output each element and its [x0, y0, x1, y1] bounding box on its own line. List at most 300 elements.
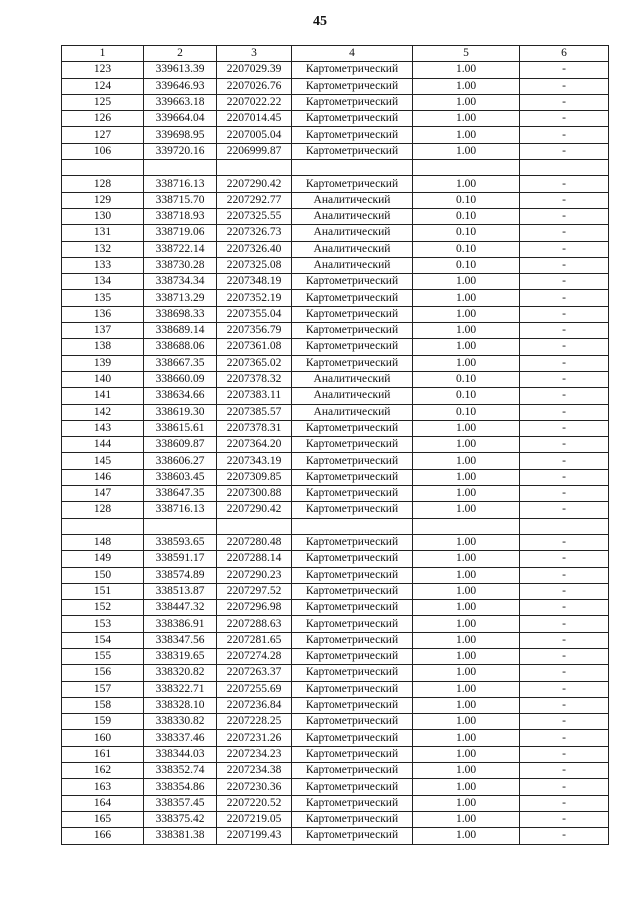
table-cell: 339613.39: [144, 62, 217, 78]
table-cell: Картометрический: [292, 62, 413, 78]
table-row: [62, 225, 609, 241]
table-cell: Картометрический: [292, 534, 413, 550]
table-row: [62, 437, 609, 453]
table-cell: 106: [62, 143, 144, 159]
table-cell: 338609.87: [144, 437, 217, 453]
table-cell: 338667.35: [144, 355, 217, 371]
table-cell: 145: [62, 453, 144, 469]
table-cell: [217, 518, 292, 534]
table-cell: -: [520, 94, 609, 110]
table-cell: 338322.71: [144, 681, 217, 697]
table-cell: 1.00: [413, 111, 520, 127]
table-cell: 338354.86: [144, 779, 217, 795]
table-cell: 338619.30: [144, 404, 217, 420]
table-row: [62, 274, 609, 290]
table-cell: 2207228.25: [217, 714, 292, 730]
table-cell: Картометрический: [292, 795, 413, 811]
table-cell: 2207234.38: [217, 763, 292, 779]
table-cell: 2207378.32: [217, 371, 292, 387]
table-cell: Аналитический: [292, 371, 413, 387]
table-row: [62, 730, 609, 746]
header-cell: 6: [520, 46, 609, 62]
table-cell: 338357.45: [144, 795, 217, 811]
table-cell: -: [520, 583, 609, 599]
table-cell: 1.00: [413, 94, 520, 110]
table-cell: 338347.56: [144, 632, 217, 648]
table-cell: 2207300.88: [217, 486, 292, 502]
table-row: [62, 290, 609, 306]
table-row: [62, 257, 609, 273]
table-row: [62, 371, 609, 387]
table-cell: -: [520, 127, 609, 143]
table-cell: 338606.27: [144, 453, 217, 469]
table-cell: -: [520, 404, 609, 420]
table-cell: 2207288.63: [217, 616, 292, 632]
table-cell: 152: [62, 600, 144, 616]
table-cell: 2207220.52: [217, 795, 292, 811]
table-cell: Картометрический: [292, 616, 413, 632]
table-cell: 150: [62, 567, 144, 583]
table-cell: 159: [62, 714, 144, 730]
table-cell: 1.00: [413, 583, 520, 599]
table-cell: 143: [62, 420, 144, 436]
table-cell: -: [520, 241, 609, 257]
table-cell: Картометрический: [292, 567, 413, 583]
coordinates-table: [61, 45, 609, 845]
table-cell: 1.00: [413, 795, 520, 811]
table-cell: 136: [62, 306, 144, 322]
table-cell: -: [520, 371, 609, 387]
table-cell: 338330.82: [144, 714, 217, 730]
table-cell: Картометрический: [292, 274, 413, 290]
table-cell: [292, 160, 413, 176]
table-cell: 2207231.26: [217, 730, 292, 746]
table-cell: 2207236.84: [217, 697, 292, 713]
table-row: [62, 697, 609, 713]
table-row: [62, 811, 609, 827]
table-cell: 2207230.36: [217, 779, 292, 795]
table-cell: 0.10: [413, 371, 520, 387]
table-cell: 160: [62, 730, 144, 746]
table-cell: -: [520, 811, 609, 827]
table-cell: 2207219.05: [217, 811, 292, 827]
table-row: [62, 828, 609, 844]
table-cell: 2207325.55: [217, 208, 292, 224]
table-cell: 1.00: [413, 62, 520, 78]
table-cell: Картометрический: [292, 665, 413, 681]
header-cell: 2: [144, 46, 217, 62]
table-cell: 338722.14: [144, 241, 217, 257]
table-cell: -: [520, 469, 609, 485]
table-cell: 338603.45: [144, 469, 217, 485]
table-cell: 154: [62, 632, 144, 648]
table-row: [62, 551, 609, 567]
table-cell: 339663.18: [144, 94, 217, 110]
table-cell: 0.10: [413, 404, 520, 420]
table-cell: 2206999.87: [217, 143, 292, 159]
table-cell: -: [520, 111, 609, 127]
table-cell: 1.00: [413, 339, 520, 355]
table-cell: 2207234.23: [217, 746, 292, 762]
table-cell: 2207281.65: [217, 632, 292, 648]
table-cell: 338344.03: [144, 746, 217, 762]
table-cell: 1.00: [413, 730, 520, 746]
table-cell: 1.00: [413, 453, 520, 469]
table-cell: 2207288.14: [217, 551, 292, 567]
table-cell: 338730.28: [144, 257, 217, 273]
table-cell: 2207326.73: [217, 225, 292, 241]
table-cell: -: [520, 502, 609, 518]
table-row: [62, 143, 609, 159]
table-cell: -: [520, 795, 609, 811]
table-cell: 1.00: [413, 323, 520, 339]
table-cell: Картометрический: [292, 143, 413, 159]
table-cell: Картометрический: [292, 600, 413, 616]
table-cell: -: [520, 306, 609, 322]
table-row: [62, 78, 609, 94]
table-cell: 338386.91: [144, 616, 217, 632]
table-cell: 1.00: [413, 665, 520, 681]
table-cell: 128: [62, 502, 144, 518]
table-cell: Аналитический: [292, 404, 413, 420]
table-cell: 147: [62, 486, 144, 502]
table-cell: Картометрический: [292, 290, 413, 306]
table-cell: 133: [62, 257, 144, 273]
table-cell: Картометрический: [292, 632, 413, 648]
table-cell: 164: [62, 795, 144, 811]
table-cell: Картометрический: [292, 486, 413, 502]
table-cell: 2207352.19: [217, 290, 292, 306]
table-row: [62, 404, 609, 420]
table-cell: 339664.04: [144, 111, 217, 127]
table-cell: 2207361.08: [217, 339, 292, 355]
table-cell: Картометрический: [292, 828, 413, 844]
table-cell: Картометрический: [292, 730, 413, 746]
table-cell: 131: [62, 225, 144, 241]
table-cell: 146: [62, 469, 144, 485]
table-cell: 0.10: [413, 208, 520, 224]
table-cell: 2207290.42: [217, 502, 292, 518]
table-cell: 1.00: [413, 551, 520, 567]
table-cell: 123: [62, 62, 144, 78]
table-cell: 338513.87: [144, 583, 217, 599]
table-cell: 163: [62, 779, 144, 795]
table-cell: 2207326.40: [217, 241, 292, 257]
table-cell: Аналитический: [292, 192, 413, 208]
table-cell: Картометрический: [292, 648, 413, 664]
table-cell: 127: [62, 127, 144, 143]
table-cell: Картометрический: [292, 94, 413, 110]
table-cell: 338352.74: [144, 763, 217, 779]
table-cell: 2207296.98: [217, 600, 292, 616]
table-cell: 2207378.31: [217, 420, 292, 436]
table-cell: 338716.13: [144, 502, 217, 518]
table-cell: [520, 518, 609, 534]
table-cell: -: [520, 437, 609, 453]
table-cell: Картометрический: [292, 420, 413, 436]
table-cell: Картометрический: [292, 681, 413, 697]
table-cell: 1.00: [413, 176, 520, 192]
table-cell: Картометрический: [292, 502, 413, 518]
table-cell: -: [520, 323, 609, 339]
table-cell: 338591.17: [144, 551, 217, 567]
table-cell: -: [520, 534, 609, 550]
table-cell: 134: [62, 274, 144, 290]
table-row: [62, 648, 609, 664]
table-cell: 2207297.52: [217, 583, 292, 599]
table-cell: Картометрический: [292, 437, 413, 453]
table-cell: 1.00: [413, 746, 520, 762]
table-cell: 1.00: [413, 469, 520, 485]
table-cell: 1.00: [413, 127, 520, 143]
table-cell: 338574.89: [144, 567, 217, 583]
table-cell: 1.00: [413, 567, 520, 583]
table-cell: 1.00: [413, 306, 520, 322]
table-cell: -: [520, 78, 609, 94]
table-row: [62, 779, 609, 795]
table-cell: 338615.61: [144, 420, 217, 436]
table-cell: [413, 518, 520, 534]
table-cell: 2207255.69: [217, 681, 292, 697]
table-cell: [62, 518, 144, 534]
table-cell: 141: [62, 388, 144, 404]
table-cell: Аналитический: [292, 388, 413, 404]
table-cell: 1.00: [413, 78, 520, 94]
table-cell: 338689.14: [144, 323, 217, 339]
table-cell: 1.00: [413, 763, 520, 779]
table-cell: 338719.06: [144, 225, 217, 241]
table-row: [62, 469, 609, 485]
table-cell: 339698.95: [144, 127, 217, 143]
table-row: [62, 127, 609, 143]
table-cell: -: [520, 192, 609, 208]
table-cell: 338381.38: [144, 828, 217, 844]
table-row: [62, 746, 609, 762]
table-cell: 126: [62, 111, 144, 127]
table-row: [62, 714, 609, 730]
table-cell: 1.00: [413, 779, 520, 795]
table-cell: -: [520, 225, 609, 241]
table-cell: Картометрический: [292, 323, 413, 339]
table-cell: 1.00: [413, 714, 520, 730]
table-cell: 1.00: [413, 420, 520, 436]
table-cell: 2207290.23: [217, 567, 292, 583]
table-row: [62, 795, 609, 811]
table-cell: 338447.32: [144, 600, 217, 616]
table-cell: 125: [62, 94, 144, 110]
table-cell: Картометрический: [292, 746, 413, 762]
table-cell: Картометрический: [292, 779, 413, 795]
table-cell: 142: [62, 404, 144, 420]
table-cell: 338715.70: [144, 192, 217, 208]
table-cell: Картометрический: [292, 306, 413, 322]
table-cell: Картометрический: [292, 583, 413, 599]
table-cell: -: [520, 665, 609, 681]
table-cell: Картометрический: [292, 339, 413, 355]
table-cell: -: [520, 176, 609, 192]
table-row: [62, 62, 609, 78]
table-cell: Картометрический: [292, 714, 413, 730]
table-cell: 338698.33: [144, 306, 217, 322]
table-header: [62, 46, 609, 62]
table-cell: 1.00: [413, 828, 520, 844]
table-cell: -: [520, 551, 609, 567]
table-cell: 2207343.19: [217, 453, 292, 469]
table-cell: 158: [62, 697, 144, 713]
table-cell: 338319.65: [144, 648, 217, 664]
table-cell: 2207292.77: [217, 192, 292, 208]
table-cell: -: [520, 567, 609, 583]
table-cell: 338734.34: [144, 274, 217, 290]
table-cell: 2207383.11: [217, 388, 292, 404]
table-cell: 2207022.22: [217, 94, 292, 110]
table-cell: Картометрический: [292, 811, 413, 827]
table-row: [62, 600, 609, 616]
table-body: [62, 62, 609, 844]
table-cell: Картометрический: [292, 355, 413, 371]
header-cell: 5: [413, 46, 520, 62]
table-row: [62, 355, 609, 371]
table-cell: 0.10: [413, 192, 520, 208]
table-row: [62, 502, 609, 518]
table-row: [62, 763, 609, 779]
table-cell: 338647.35: [144, 486, 217, 502]
table-cell: Картометрический: [292, 469, 413, 485]
table-cell: 129: [62, 192, 144, 208]
table-cell: -: [520, 143, 609, 159]
table-cell: 338375.42: [144, 811, 217, 827]
table-row: [62, 420, 609, 436]
table-row: [62, 583, 609, 599]
table-cell: 155: [62, 648, 144, 664]
table-cell: 138: [62, 339, 144, 355]
table-row: [62, 518, 609, 534]
table-cell: 1.00: [413, 616, 520, 632]
table-cell: -: [520, 828, 609, 844]
table-row: [62, 306, 609, 322]
table-cell: 1.00: [413, 486, 520, 502]
table-cell: 0.10: [413, 241, 520, 257]
table-cell: Аналитический: [292, 241, 413, 257]
table-row: [62, 665, 609, 681]
table-cell: -: [520, 208, 609, 224]
header-cell: 4: [292, 46, 413, 62]
table-row: [62, 681, 609, 697]
table-cell: 165: [62, 811, 144, 827]
table-cell: 2207005.04: [217, 127, 292, 143]
table-cell: Картометрический: [292, 453, 413, 469]
table-cell: 338660.09: [144, 371, 217, 387]
table-cell: 339646.93: [144, 78, 217, 94]
table-cell: -: [520, 763, 609, 779]
table-cell: Картометрический: [292, 127, 413, 143]
table-cell: -: [520, 616, 609, 632]
table-cell: 1.00: [413, 355, 520, 371]
table-cell: 339720.16: [144, 143, 217, 159]
table-cell: 153: [62, 616, 144, 632]
header-row: [62, 46, 609, 62]
table-cell: 338688.06: [144, 339, 217, 355]
table-cell: 0.10: [413, 225, 520, 241]
table-cell: Картометрический: [292, 697, 413, 713]
table-cell: -: [520, 420, 609, 436]
table-cell: 2207199.43: [217, 828, 292, 844]
table-cell: 148: [62, 534, 144, 550]
table-cell: [144, 160, 217, 176]
table-cell: -: [520, 388, 609, 404]
table-cell: 2207309.85: [217, 469, 292, 485]
table-cell: 132: [62, 241, 144, 257]
table-row: [62, 616, 609, 632]
table-row: [62, 160, 609, 176]
table-cell: 1.00: [413, 632, 520, 648]
table-row: [62, 486, 609, 502]
table-cell: 166: [62, 828, 144, 844]
table-cell: 1.00: [413, 437, 520, 453]
table-cell: Аналитический: [292, 257, 413, 273]
table-cell: 338716.13: [144, 176, 217, 192]
table-cell: -: [520, 290, 609, 306]
table-cell: 2207355.04: [217, 306, 292, 322]
table-cell: [62, 160, 144, 176]
table-cell: 338634.66: [144, 388, 217, 404]
table-cell: 130: [62, 208, 144, 224]
table-cell: -: [520, 339, 609, 355]
table-cell: -: [520, 681, 609, 697]
table-cell: 128: [62, 176, 144, 192]
header-cell: 1: [62, 46, 144, 62]
table-cell: 151: [62, 583, 144, 599]
table-cell: 1.00: [413, 274, 520, 290]
table-cell: 144: [62, 437, 144, 453]
table-cell: 2207014.45: [217, 111, 292, 127]
table-cell: 338593.65: [144, 534, 217, 550]
table-cell: 139: [62, 355, 144, 371]
table-cell: -: [520, 62, 609, 78]
table-cell: Картометрический: [292, 176, 413, 192]
table-cell: -: [520, 257, 609, 273]
table-cell: 149: [62, 551, 144, 567]
table-cell: [217, 160, 292, 176]
table-cell: 2207325.08: [217, 257, 292, 273]
table-cell: -: [520, 355, 609, 371]
table-row: [62, 323, 609, 339]
table-cell: 1.00: [413, 697, 520, 713]
table-cell: 2207026.76: [217, 78, 292, 94]
table-cell: -: [520, 486, 609, 502]
table-cell: -: [520, 632, 609, 648]
table-cell: 162: [62, 763, 144, 779]
table-cell: 2207280.48: [217, 534, 292, 550]
table-cell: [520, 160, 609, 176]
table-cell: 0.10: [413, 257, 520, 273]
table-cell: 124: [62, 78, 144, 94]
table-row: [62, 208, 609, 224]
table-cell: -: [520, 697, 609, 713]
table-cell: 1.00: [413, 811, 520, 827]
table-cell: 338718.93: [144, 208, 217, 224]
table-cell: 2207385.57: [217, 404, 292, 420]
table-cell: Аналитический: [292, 208, 413, 224]
table-cell: 0.10: [413, 388, 520, 404]
table-cell: 1.00: [413, 600, 520, 616]
table-cell: 2207356.79: [217, 323, 292, 339]
table-cell: 338328.10: [144, 697, 217, 713]
table-cell: -: [520, 453, 609, 469]
table-cell: 137: [62, 323, 144, 339]
table-cell: [413, 160, 520, 176]
table-cell: 1.00: [413, 143, 520, 159]
